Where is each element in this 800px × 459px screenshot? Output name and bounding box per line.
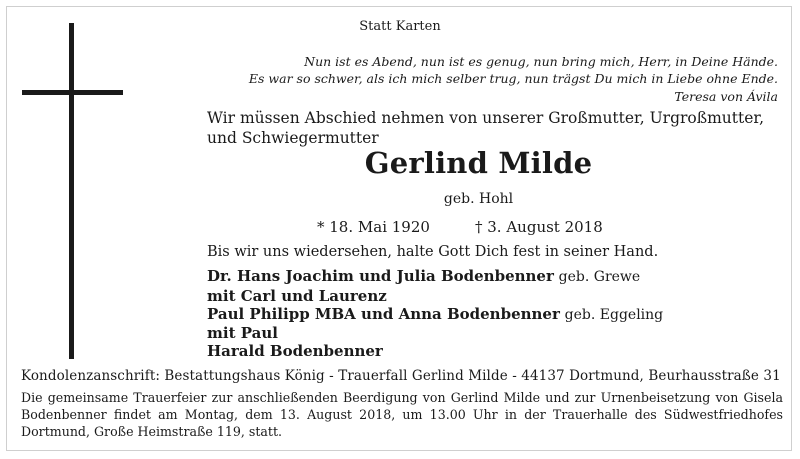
- family-member-name: Harald Bodenbenner: [207, 342, 383, 360]
- family-member: [207, 267, 640, 285]
- statt-karten-heading: Statt Karten: [359, 19, 441, 34]
- death-date: † 3. August 2018: [475, 218, 603, 236]
- family-member-note: geb. Grewe: [558, 269, 641, 285]
- deceased-name: Gerlind Milde: [364, 146, 593, 180]
- intro-line-2: und Schwiegermutter: [207, 129, 379, 147]
- family-member-name: Dr. Hans Joachim und Julia Bodenbenner: [207, 267, 554, 285]
- quote-line-2: Es war so schwer, als ich mich selber trug, nun trägst Du mich in Liebe ohne Ende.: [248, 71, 778, 86]
- funeral-notice: Die gemeinsame Trauerfeier zur anschließenden Beerdigung von Gerlind Milde und zur Urnenbeisetzung von Gisela Bodenbenner findet am Montag, dem 13. August 2018, um 13.00 Uhr in der Trauerhalle des Südwestfriedhofes Dortmund, Große Heimstraße 119, statt.: [21, 390, 783, 439]
- family-member: [207, 342, 383, 360]
- condolence-address: Kondolenzanschrift: Bestattungshaus König - Trauerfall Gerlind Milde - 44137 Dortmund, Beurhausstraße 31: [21, 368, 781, 384]
- intro-line-1: Wir müssen Abschied nehmen von unserer Großmutter, Urgroßmutter,: [207, 109, 765, 127]
- family-member-name: mit Paul: [207, 324, 278, 342]
- family-member-name: Paul Philipp MBA und Anna Bodenbenner: [207, 305, 560, 323]
- family-member-name: mit Carl und Laurenz: [207, 287, 387, 305]
- family-member: [207, 305, 663, 323]
- family-member: [207, 324, 278, 342]
- quote-line-1: Nun ist es Abend, nun ist es genug, nun bring mich, Herr, in Deine Hände.: [304, 54, 778, 69]
- cross-vertical-bar: [69, 23, 74, 359]
- family-member: [207, 287, 387, 305]
- farewell-verse: Bis wir uns wiedersehen, halte Gott Dich fest in seiner Hand.: [207, 244, 659, 260]
- family-member-note: geb. Eggeling: [564, 307, 664, 323]
- birth-name: geb. Hohl: [443, 191, 514, 207]
- quote-author: Teresa von Ávila: [674, 89, 778, 104]
- birth-date: * 18. Mai 1920: [317, 218, 430, 236]
- cross-horizontal-bar: [22, 90, 123, 95]
